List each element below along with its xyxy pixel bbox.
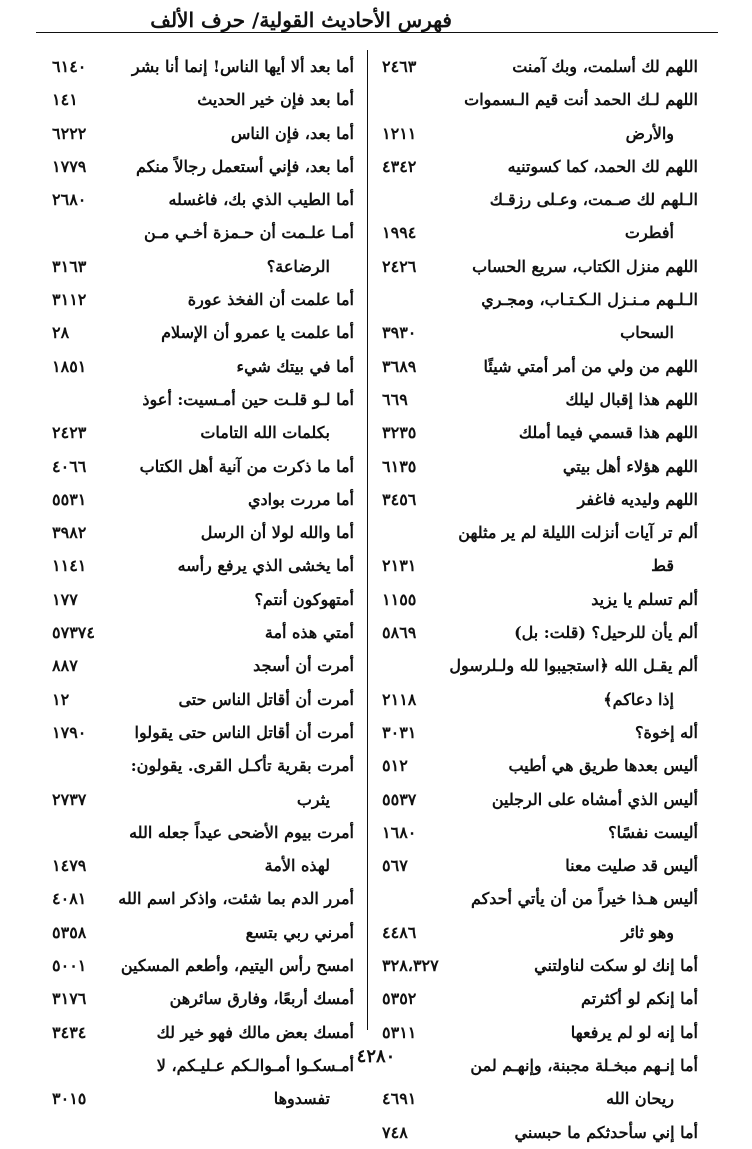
entry-number: ٧٤٨ xyxy=(382,1122,408,1142)
entry-text: قط xyxy=(651,556,674,576)
column-divider xyxy=(367,50,368,1030)
entry-text: أما يخشى الذي يرفع رأسه xyxy=(177,556,354,576)
index-entry xyxy=(46,1049,354,1082)
entry-text: أمـسكـوا أمـوالـكم عـليـكم، لا xyxy=(156,1055,354,1075)
entry-number: ٥١٢ xyxy=(382,756,408,776)
index-entry xyxy=(376,1049,698,1082)
index-entry xyxy=(376,982,698,1015)
entry-number: ١١٤١ xyxy=(52,556,87,576)
index-entry xyxy=(46,450,354,483)
entry-text: اللهم وليديه فاغفر xyxy=(577,489,698,509)
index-entry xyxy=(46,1082,354,1115)
entry-text: ريحان الله xyxy=(606,1089,674,1109)
entry-number: ١٤١ xyxy=(52,90,78,110)
entry-text: أمرت بقرية تأكـل القرى. يقولون: xyxy=(130,756,354,776)
entry-text: أمرت بيوم الأضحى عيداً جعله الله xyxy=(129,822,354,842)
entry-number: ٣١٦٣ xyxy=(52,256,87,276)
index-entry xyxy=(376,150,698,183)
entry-text: أما إنه لو لم يرفعها xyxy=(570,1022,698,1042)
entry-number: ٣٤٣٤ xyxy=(52,1022,87,1042)
page-header-title: فهرس الأحاديث القولية/ حرف الألف xyxy=(150,8,452,32)
entry-text: اللهم منزل الكتاب، سريع الحساب xyxy=(472,256,698,276)
entry-number: ٣٩٣٠ xyxy=(382,323,417,343)
entry-number: ٣١١٢ xyxy=(52,290,87,310)
entry-text: أليس بعدها طريق هي أطيب xyxy=(508,756,698,776)
entry-number: ٥٥٣٧ xyxy=(382,789,417,809)
entry-text: أما في بيتك شيء xyxy=(236,356,354,376)
entry-text: أمرت أن أسجد xyxy=(253,656,354,676)
index-entry xyxy=(46,516,354,549)
entry-text: أما إنكم لو أكثرتم xyxy=(581,989,698,1009)
entry-number: ١٧٧٩ xyxy=(52,156,87,176)
index-entry xyxy=(46,716,354,749)
index-entry xyxy=(46,982,354,1015)
entry-number: ٥٣٥٨ xyxy=(52,922,87,942)
index-entry xyxy=(376,1116,698,1149)
index-entry xyxy=(376,50,698,83)
index-entry xyxy=(376,483,698,516)
entry-text: أليس قد صليت معنا xyxy=(565,856,698,876)
entry-text: أما لـو قلـت حين أمـسيت: أعوذ xyxy=(142,389,354,409)
entry-text: أليست نفسًا؟ xyxy=(608,822,698,842)
index-entry xyxy=(376,383,698,416)
index-entry xyxy=(46,916,354,949)
index-entry xyxy=(46,749,354,782)
entry-text: وهو ثائر xyxy=(621,922,674,942)
entry-text: أمرني ربي بتسع xyxy=(245,922,354,942)
entry-number: ٢١١٨ xyxy=(382,689,417,709)
entry-text: أما علمت أن الفخذ عورة xyxy=(187,290,354,310)
entry-text: أما علمت يا عمرو أن الإسلام xyxy=(161,323,354,343)
entry-text: أما بعد، فإني أستعمل رجالاً منكم xyxy=(135,156,354,176)
index-entry xyxy=(46,216,354,249)
entry-text: أله إخوة؟ xyxy=(635,722,698,742)
index-entry xyxy=(376,882,698,915)
page-number: ٤٢٨٠ xyxy=(356,1046,396,1067)
entry-text: تفسدوها xyxy=(273,1089,330,1109)
entry-number: ٣٠٣١ xyxy=(382,722,417,742)
entry-text: بكلمات الله التامات xyxy=(200,423,330,443)
index-entry xyxy=(376,583,698,616)
entry-text: أمسك بعض مالك فهو خير لك xyxy=(156,1022,354,1042)
index-entry xyxy=(46,783,354,816)
entry-number: ٢٨ xyxy=(52,323,70,343)
entry-text: اللهم هذا إقبال ليلك xyxy=(565,389,698,409)
index-entry xyxy=(46,150,354,183)
index-entry xyxy=(376,516,698,549)
entry-text: أمتي هذه أمة xyxy=(264,623,354,643)
index-entry xyxy=(376,716,698,749)
entry-number: ٣٦٨٩ xyxy=(382,356,417,376)
entry-text: أما والله لولا أن الرسل xyxy=(200,523,354,543)
entry-text: أمرت أن أقاتل الناس حتى xyxy=(178,689,354,709)
entry-number: ٥٧٣٧٤ xyxy=(52,623,95,643)
index-entry xyxy=(46,483,354,516)
index-entry xyxy=(46,316,354,349)
index-entry xyxy=(46,83,354,116)
entry-number: ١٢ xyxy=(52,689,70,709)
entry-number: ٣١٧٦ xyxy=(52,989,87,1009)
index-entry xyxy=(376,783,698,816)
entry-number: ٣٤٥٦ xyxy=(382,489,417,509)
entry-number: ٤٣٤٢ xyxy=(382,156,417,176)
entry-number: ٢٤٢٣ xyxy=(52,423,87,443)
index-entry xyxy=(376,283,698,316)
entry-text: ألم تسلم يا يزيد xyxy=(591,589,698,609)
index-entry xyxy=(376,683,698,716)
entry-number: ٥٣٥٢ xyxy=(382,989,417,1009)
entry-text: يثرب xyxy=(296,789,330,809)
entry-number: ٢١٣١ xyxy=(382,556,417,576)
entry-number: ٢٤٢٦ xyxy=(382,256,417,276)
entry-text: ألم يأن للرحيل؟ (قلت: بل) xyxy=(514,623,698,643)
entry-number: ١٩٩٤ xyxy=(382,223,417,243)
index-entry xyxy=(46,1016,354,1049)
index-entry xyxy=(46,250,354,283)
index-entry xyxy=(376,916,698,949)
entry-number: ١٢١١ xyxy=(382,123,417,143)
entry-text: أليس الذي أمشاه على الرجلين xyxy=(491,789,698,809)
entry-number: ١٨٥١ xyxy=(52,356,87,376)
entry-number: ٥٦٧ xyxy=(382,856,408,876)
entry-number: ٥٣١١ xyxy=(382,1022,417,1042)
entry-text: لهذه الأمة xyxy=(264,856,330,876)
entry-text: أمتهوكون أنتم؟ xyxy=(254,589,354,609)
entry-text: أمسك أربعًا، وفارق سائرهن xyxy=(169,989,354,1009)
entry-number: ٦١٤٠ xyxy=(52,57,87,76)
entry-number: ٨٨٧ xyxy=(52,656,78,676)
entry-text: الرضاعة؟ xyxy=(266,256,330,276)
entry-text: أمرت أن أقاتل الناس حتى يقولوا xyxy=(134,722,354,742)
entry-number: ٢٤٦٣ xyxy=(382,57,417,76)
entry-number: ١٧٧ xyxy=(52,589,78,609)
index-entry xyxy=(376,183,698,216)
index-entry xyxy=(46,882,354,915)
left-column xyxy=(46,50,354,1109)
index-entry xyxy=(46,383,354,416)
entry-number: ٢٦٨٠ xyxy=(52,190,87,210)
index-entry xyxy=(376,216,698,249)
index-entry xyxy=(376,316,698,349)
entry-number: ٢٧٣٧ xyxy=(52,789,87,809)
entry-text: أما بعد، فإن الناس xyxy=(230,123,354,143)
entry-text: ألم يقـل الله ﴿استجيبوا لله ولـلرسول xyxy=(449,656,698,676)
entry-text: أليس هـذا خيراً من أن يأتي أحدكم xyxy=(471,889,698,909)
entry-number: ٤٠٨١ xyxy=(52,889,87,909)
entry-text: أما ما ذكرت من آنية أهل الكتاب xyxy=(139,456,354,476)
header-rule xyxy=(36,32,718,33)
entry-number: ٤٦٩١ xyxy=(382,1089,417,1109)
index-entry xyxy=(376,616,698,649)
entry-text: امسح رأس اليتيم، وأطعم المسكين xyxy=(120,956,354,976)
index-entry xyxy=(376,117,698,150)
entry-text: الـلـهم مـنـزل الـكـتـاب، ومجـري xyxy=(481,290,698,310)
entry-text: اللهم هذا قسمي فيما أملك xyxy=(518,423,698,443)
index-entry xyxy=(46,50,354,83)
index-entry xyxy=(46,683,354,716)
index-entry xyxy=(376,949,698,982)
entry-number: ٥٥٣١ xyxy=(52,489,87,509)
entry-number: ٦٢٢٢ xyxy=(52,123,87,143)
entry-number: ٥٠٠١ xyxy=(52,956,87,976)
index-entry xyxy=(376,749,698,782)
index-entry xyxy=(46,183,354,216)
entry-number: ٣٠١٥ xyxy=(52,1089,87,1109)
entry-number: ٣٢٣٥ xyxy=(382,423,417,443)
index-entry xyxy=(376,1082,698,1115)
index-entry xyxy=(376,816,698,849)
index-entry xyxy=(376,416,698,449)
index-entry xyxy=(46,949,354,982)
entry-text: السحاب xyxy=(620,323,674,343)
entry-text: أمرر الدم بما شئت، واذكر اسم الله xyxy=(118,889,354,909)
index-entry xyxy=(46,283,354,316)
entry-text: أمـا علـمت أن حـمزة أخـي مـن xyxy=(144,223,354,243)
entry-text: أما إنك لو سكت لناولتني xyxy=(534,956,698,976)
entry-number: ٣٩٨٢ xyxy=(52,523,87,543)
entry-text: اللهم لك الحمد، كما كسوتنيه xyxy=(507,156,698,176)
entry-text: أما بعد ألا أيها الناس! إنما أنا بشر xyxy=(131,57,354,76)
index-entry xyxy=(46,350,354,383)
index-entry xyxy=(46,117,354,150)
index-entry xyxy=(376,350,698,383)
index-entry xyxy=(376,649,698,682)
index-entry xyxy=(46,549,354,582)
entry-number: ٣٢٨،٣٢٧ xyxy=(382,956,439,976)
index-entry xyxy=(46,649,354,682)
entry-text: إذا دعاكم﴾ xyxy=(603,689,674,709)
entry-text: ألم تر آيات أنزلت الليلة لم ير مثلهن xyxy=(458,523,698,543)
entry-number: ١٦٨٠ xyxy=(382,822,417,842)
entry-text: أما الطيب الذي بك، فاغسله xyxy=(168,190,354,210)
entry-text: اللهم لـك الحمد أنت قيم الـسموات xyxy=(464,90,698,110)
entry-text: اللهم لك أسلمت، وبك آمنت xyxy=(512,57,698,76)
index-entry xyxy=(376,250,698,283)
entry-text: أما بعد فإن خير الحديث xyxy=(197,90,354,110)
index-entry xyxy=(376,1016,698,1049)
index-entry xyxy=(46,416,354,449)
entry-text: أما مررت بوادي xyxy=(247,489,354,509)
entry-text: أما إني سأحدثكم ما حبسني xyxy=(514,1122,698,1142)
index-entry xyxy=(46,849,354,882)
index-entry xyxy=(376,549,698,582)
index-entry xyxy=(376,450,698,483)
entry-text: والأرض xyxy=(625,123,674,143)
entry-text: اللهم هؤلاء أهل بيتي xyxy=(562,456,698,476)
entry-number: ٦١٣٥ xyxy=(382,456,417,476)
entry-number: ١١٥٥ xyxy=(382,589,417,609)
entry-number: ١٧٩٠ xyxy=(52,722,87,742)
index-entry xyxy=(46,616,354,649)
entry-text: أفطرت xyxy=(624,223,674,243)
entry-number: ١٤٧٩ xyxy=(52,856,87,876)
entry-number: ٦٦٩ xyxy=(382,389,408,409)
entry-text: الـلهم لك صـمت، وعـلى رزقـك xyxy=(489,190,698,210)
index-entry xyxy=(376,83,698,116)
entry-text: اللهم من ولي من أمر أمتي شيئًا xyxy=(483,356,698,376)
entry-text: أما إنـهم مبخـلة مجبنة، وإنهـم لمن xyxy=(470,1055,698,1075)
entry-number: ٤٠٦٦ xyxy=(52,456,87,476)
index-entry xyxy=(376,849,698,882)
entry-number: ٥٨٦٩ xyxy=(382,623,417,643)
index-entry xyxy=(46,583,354,616)
index-entry xyxy=(46,816,354,849)
entry-number: ٤٤٨٦ xyxy=(382,922,417,942)
